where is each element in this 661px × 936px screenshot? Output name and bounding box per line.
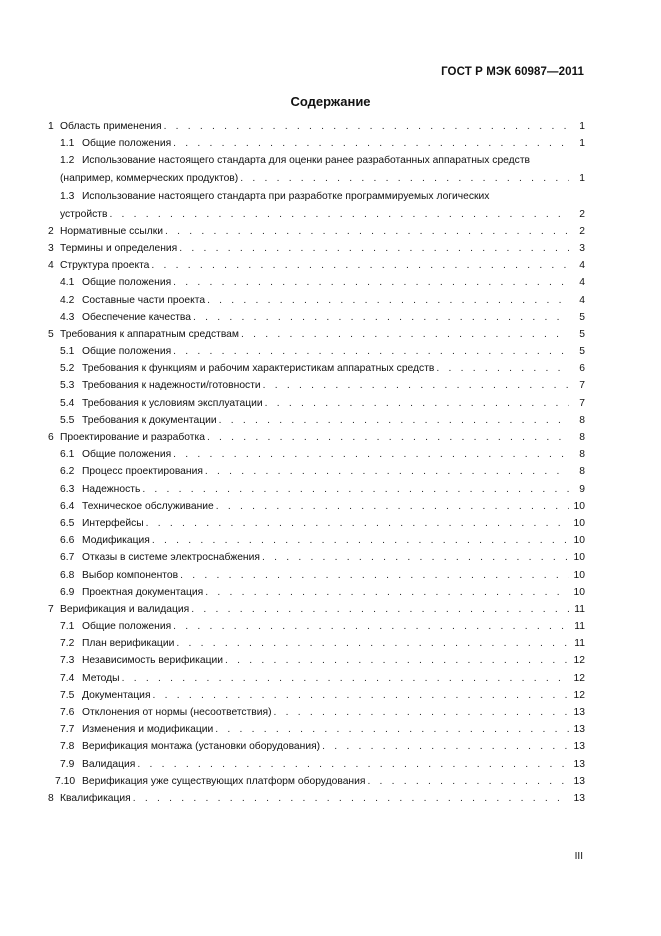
toc-entry-text: Общие положения: [82, 621, 172, 633]
toc-leader-dots: [173, 137, 569, 150]
toc-leader-dots: [137, 758, 569, 771]
toc-leader-dots: [205, 465, 569, 478]
toc-entry-text: Требования к функциям и рабочим характеристикам аппаратных средств: [82, 363, 435, 375]
toc-entry-text: Общие положения: [82, 138, 172, 150]
toc-entry-page: 8: [579, 414, 585, 426]
toc-leader-dots: [436, 362, 569, 375]
toc-entry-text: Выбор компонентов: [82, 569, 179, 581]
toc-entry-text: Требования к условиям эксплуатации: [82, 397, 263, 409]
toc-leader-dots: [207, 431, 569, 444]
toc-entry[interactable]: [48, 294, 585, 307]
toc-entry-page: 5: [579, 311, 585, 323]
toc-entry-page: 11: [574, 621, 585, 633]
toc-entry-page: 1: [579, 138, 585, 150]
toc-entry-text: Техническое обслуживание: [82, 500, 214, 512]
toc-leader-dots: [216, 500, 569, 513]
toc-entry-text: Термины и определения: [60, 242, 178, 254]
table-of-contents: [48, 120, 585, 805]
toc-entry[interactable]: [48, 637, 585, 650]
toc-leader-dots: [122, 672, 569, 685]
toc-entry-text: Общие положения: [82, 346, 172, 358]
toc-leader-dots: [142, 483, 569, 496]
toc-entry[interactable]: [48, 120, 585, 133]
toc-entry-number: 7.8: [60, 741, 75, 753]
toc-leader-dots: [215, 723, 569, 736]
toc-entry-text: Методы: [82, 672, 120, 684]
toc-entry[interactable]: [48, 517, 585, 530]
toc-leader-dots: [176, 637, 569, 650]
toc-leader-dots: [152, 534, 569, 547]
toc-entry-page: 7: [579, 380, 585, 392]
toc-entry-page: 10: [573, 586, 585, 598]
toc-entry-number: 4: [48, 260, 54, 272]
toc-entry-page: 13: [573, 792, 585, 804]
toc-entry-number: 7.6: [60, 707, 75, 718]
toc-entry-text: Процесс проектирования: [82, 466, 203, 478]
toc-entry-text: Документация: [82, 689, 151, 701]
toc-entry[interactable]: [48, 723, 585, 736]
toc-entry-text: Интерфейсы: [82, 517, 144, 529]
toc-entry[interactable]: [48, 654, 585, 667]
toc-leader-dots: [173, 620, 569, 633]
toc-entry-number: 7.7: [60, 724, 75, 736]
toc-entry-page: 11: [574, 603, 585, 615]
toc-entry[interactable]: [48, 397, 585, 410]
toc-entry-number: 4.1: [60, 277, 75, 289]
toc-entry-number: 6.2: [60, 466, 75, 478]
toc-entry-text: Структура проекта: [60, 260, 150, 272]
toc-entry-page: 10: [573, 500, 585, 512]
toc-entry-number: 6.9: [60, 586, 75, 598]
toc-entry[interactable]: [48, 689, 585, 702]
toc-entry[interactable]: [48, 242, 585, 255]
toc-entry-page: 11: [574, 638, 585, 650]
toc-entry-number: 7.5: [60, 689, 75, 701]
toc-entry-number: 5.1: [60, 346, 75, 358]
toc-entry-text: Использование настоящего стандарта при разработке программируемых логических: [82, 190, 490, 202]
toc-entry-text: Требования к надежности/готовности: [82, 380, 261, 392]
page-number: III: [574, 851, 583, 862]
toc-entry-page: 7: [579, 397, 585, 409]
toc-entry-number: 7.2: [60, 638, 75, 650]
toc-entry-text: Требования к документации: [82, 414, 217, 426]
toc-entry-page: 2: [579, 225, 585, 237]
toc-entry-text: Общие положения: [82, 277, 172, 289]
toc-entry-text: Проектирование и разработка: [60, 432, 205, 443]
toc-leader-dots: [164, 120, 569, 133]
toc-entry-page: 1: [579, 121, 585, 132]
toc-entry-text: Обеспечение качества: [82, 311, 192, 323]
toc-entry-number: 6.3: [60, 483, 75, 495]
toc-entry-number: 6.4: [60, 500, 75, 512]
toc-entry-page: 13: [573, 724, 585, 736]
toc-leader-dots: [225, 654, 569, 667]
toc-entry[interactable]: [48, 448, 585, 461]
toc-leader-dots: [133, 792, 569, 805]
toc-entry-page: 8: [579, 449, 585, 461]
toc-leader-dots: [173, 276, 569, 289]
toc-entry-page: 3: [579, 242, 585, 254]
toc-entry-page: 10: [573, 569, 585, 581]
toc-entry-page: 12: [573, 655, 585, 667]
toc-entry-text: Требования к аппаратным средствам: [60, 328, 239, 340]
toc-leader-dots: [109, 208, 569, 221]
toc-entry[interactable]: [48, 225, 585, 238]
toc-entry-text: Нормативные ссылки: [60, 225, 164, 237]
toc-entry-number: 1.1: [60, 138, 75, 150]
toc-entry-text: Квалификация: [60, 792, 131, 804]
toc-entry[interactable]: [48, 620, 585, 633]
toc-entry[interactable]: [48, 569, 585, 582]
toc-entry[interactable]: [48, 137, 585, 150]
toc-entry-number: 1.2: [60, 155, 75, 167]
toc-entry[interactable]: [48, 740, 585, 753]
toc-entry[interactable]: [48, 672, 585, 685]
toc-entry-text: План верификации: [82, 638, 175, 650]
toc-entry[interactable]: [48, 603, 585, 616]
toc-entry[interactable]: [48, 500, 585, 513]
toc-leader-dots: [265, 397, 569, 410]
toc-leader-dots: [262, 551, 569, 564]
toc-entry-text: Проектная документация: [82, 586, 204, 598]
toc-entry-text: Составные части проекта: [82, 294, 206, 306]
toc-entry[interactable]: [48, 328, 585, 341]
toc-entry-page: 8: [579, 432, 585, 443]
toc-title: Содержание: [290, 94, 371, 109]
toc-entry-text: Надежность: [82, 483, 141, 495]
toc-leader-dots: [274, 706, 569, 719]
toc-leader-dots: [207, 294, 569, 307]
toc-leader-dots: [173, 448, 569, 461]
toc-entry[interactable]: [48, 758, 585, 771]
toc-entry-page: 13: [573, 741, 585, 753]
toc-entry-page: 8: [579, 466, 585, 478]
toc-entry-number: 1: [48, 121, 54, 132]
toc-leader-dots: [322, 740, 569, 753]
toc-entry[interactable]: [48, 706, 585, 719]
toc-entry[interactable]: [48, 586, 585, 599]
toc-entry-number: 6.5: [60, 517, 75, 529]
toc-entry-page: 12: [573, 689, 585, 701]
toc-entry-page: 5: [579, 346, 585, 358]
toc-entry-page: 4: [579, 277, 585, 289]
toc-entry-page: 6: [579, 363, 585, 375]
toc-entry-text-continued: (например, коммерческих продуктов): [60, 173, 239, 185]
toc-entry-number: 4.2: [60, 294, 75, 306]
toc-entry[interactable]: [48, 775, 585, 788]
toc-entry-page: 13: [573, 707, 585, 718]
toc-entry-number: 8: [48, 792, 54, 804]
toc-entry[interactable]: [48, 792, 585, 805]
toc-entry-page: 5: [579, 328, 585, 340]
toc-entry-number: 7.4: [60, 672, 75, 684]
toc-entry-number: 5: [48, 328, 54, 340]
toc-entry-number: 2: [48, 225, 54, 237]
toc-leader-dots: [153, 689, 569, 702]
toc-leader-dots: [151, 259, 569, 272]
toc-entry-number: 7.3: [60, 655, 75, 667]
toc-entry-number: 5.3: [60, 380, 75, 392]
toc-entry-page: 4: [579, 260, 585, 272]
toc-entry[interactable]: [48, 276, 585, 289]
toc-entry-page: 13: [573, 758, 585, 770]
toc-leader-dots: [191, 603, 569, 616]
toc-entry[interactable]: [48, 362, 585, 375]
toc-entry-text: Отклонения от нормы (несоответствия): [82, 707, 272, 718]
toc-leader-dots: [179, 242, 569, 255]
toc-entry[interactable]: [48, 431, 585, 444]
toc-leader-dots: [165, 225, 569, 238]
toc-leader-dots: [193, 311, 569, 324]
toc-entry-page: 2: [579, 208, 585, 220]
toc-entry-number: 6.6: [60, 535, 75, 547]
document-code: ГОСТ Р МЭК 60987—2011: [441, 66, 584, 78]
toc-entry-page: 4: [579, 294, 585, 306]
toc-leader-dots: [146, 517, 569, 530]
toc-leader-dots: [240, 172, 569, 185]
toc-entry-number: 4.3: [60, 311, 75, 323]
toc-leader-dots: [263, 379, 569, 392]
toc-entry-text: Независимость верификации: [82, 655, 224, 667]
toc-entry-text: Область применения: [60, 121, 162, 132]
toc-entry-text: Отказы в системе электроснабжения: [82, 552, 260, 564]
toc-entry-page: 10: [573, 517, 585, 529]
toc-entry[interactable]: [48, 551, 585, 564]
toc-leader-dots: [173, 345, 569, 358]
toc-entry-text: Общие положения: [82, 449, 172, 461]
toc-entry-number: 3: [48, 242, 54, 254]
toc-entry[interactable]: [48, 483, 585, 496]
toc-entry-number: 7: [48, 603, 54, 615]
toc-entry-number: 5.2: [60, 363, 75, 375]
toc-entry[interactable]: [48, 259, 585, 272]
toc-entry[interactable]: [48, 154, 585, 185]
toc-entry-text: Использование настоящего стандарта для оценки ранее разработанных аппаратных средств: [82, 155, 531, 167]
toc-entry-number: 7.1: [60, 621, 75, 633]
toc-entry-number: 7.10: [55, 775, 76, 787]
toc-entry-page: 1: [579, 173, 585, 185]
toc-entry[interactable]: [48, 534, 585, 547]
toc-entry-text: Валидация: [82, 758, 136, 770]
toc-entry-page: 12: [573, 672, 585, 684]
toc-entry-page: 10: [573, 535, 585, 547]
toc-entry[interactable]: [48, 465, 585, 478]
toc-entry-text: Модификация: [82, 535, 150, 547]
toc-leader-dots: [241, 328, 569, 341]
toc-entry-text: Верификация и валидация: [60, 603, 190, 615]
toc-entry-number: 6: [48, 432, 54, 443]
toc-entry-number: 6.8: [60, 569, 75, 581]
toc-entry-number: 5.4: [60, 397, 75, 409]
toc-entry-text: Верификация монтажа (установки оборудования): [82, 741, 321, 753]
toc-leader-dots: [219, 414, 569, 427]
toc-entry-page: 10: [573, 552, 585, 564]
toc-leader-dots: [180, 569, 569, 582]
toc-entry-number: 6.1: [60, 449, 75, 461]
toc-entry-page: 13: [573, 775, 585, 787]
toc-entry[interactable]: [48, 345, 585, 358]
toc-leader-dots: [205, 586, 569, 599]
toc-entry-page: 9: [579, 483, 585, 495]
toc-entry-text: Верификация уже существующих платформ оборудования: [82, 775, 366, 787]
toc-leader-dots: [367, 775, 569, 788]
toc-entry[interactable]: [48, 414, 585, 427]
toc-entry-number: 6.7: [60, 552, 75, 564]
toc-entry[interactable]: [48, 190, 585, 221]
toc-entry[interactable]: [48, 311, 585, 324]
toc-entry-text-continued: устройств: [60, 208, 108, 220]
toc-entry-number: 5.5: [60, 414, 75, 426]
toc-entry-number: 7.9: [60, 758, 75, 770]
toc-entry-text: Изменения и модификации: [82, 724, 214, 736]
toc-entry[interactable]: [48, 379, 585, 392]
toc-entry-number: 1.3: [60, 190, 75, 202]
